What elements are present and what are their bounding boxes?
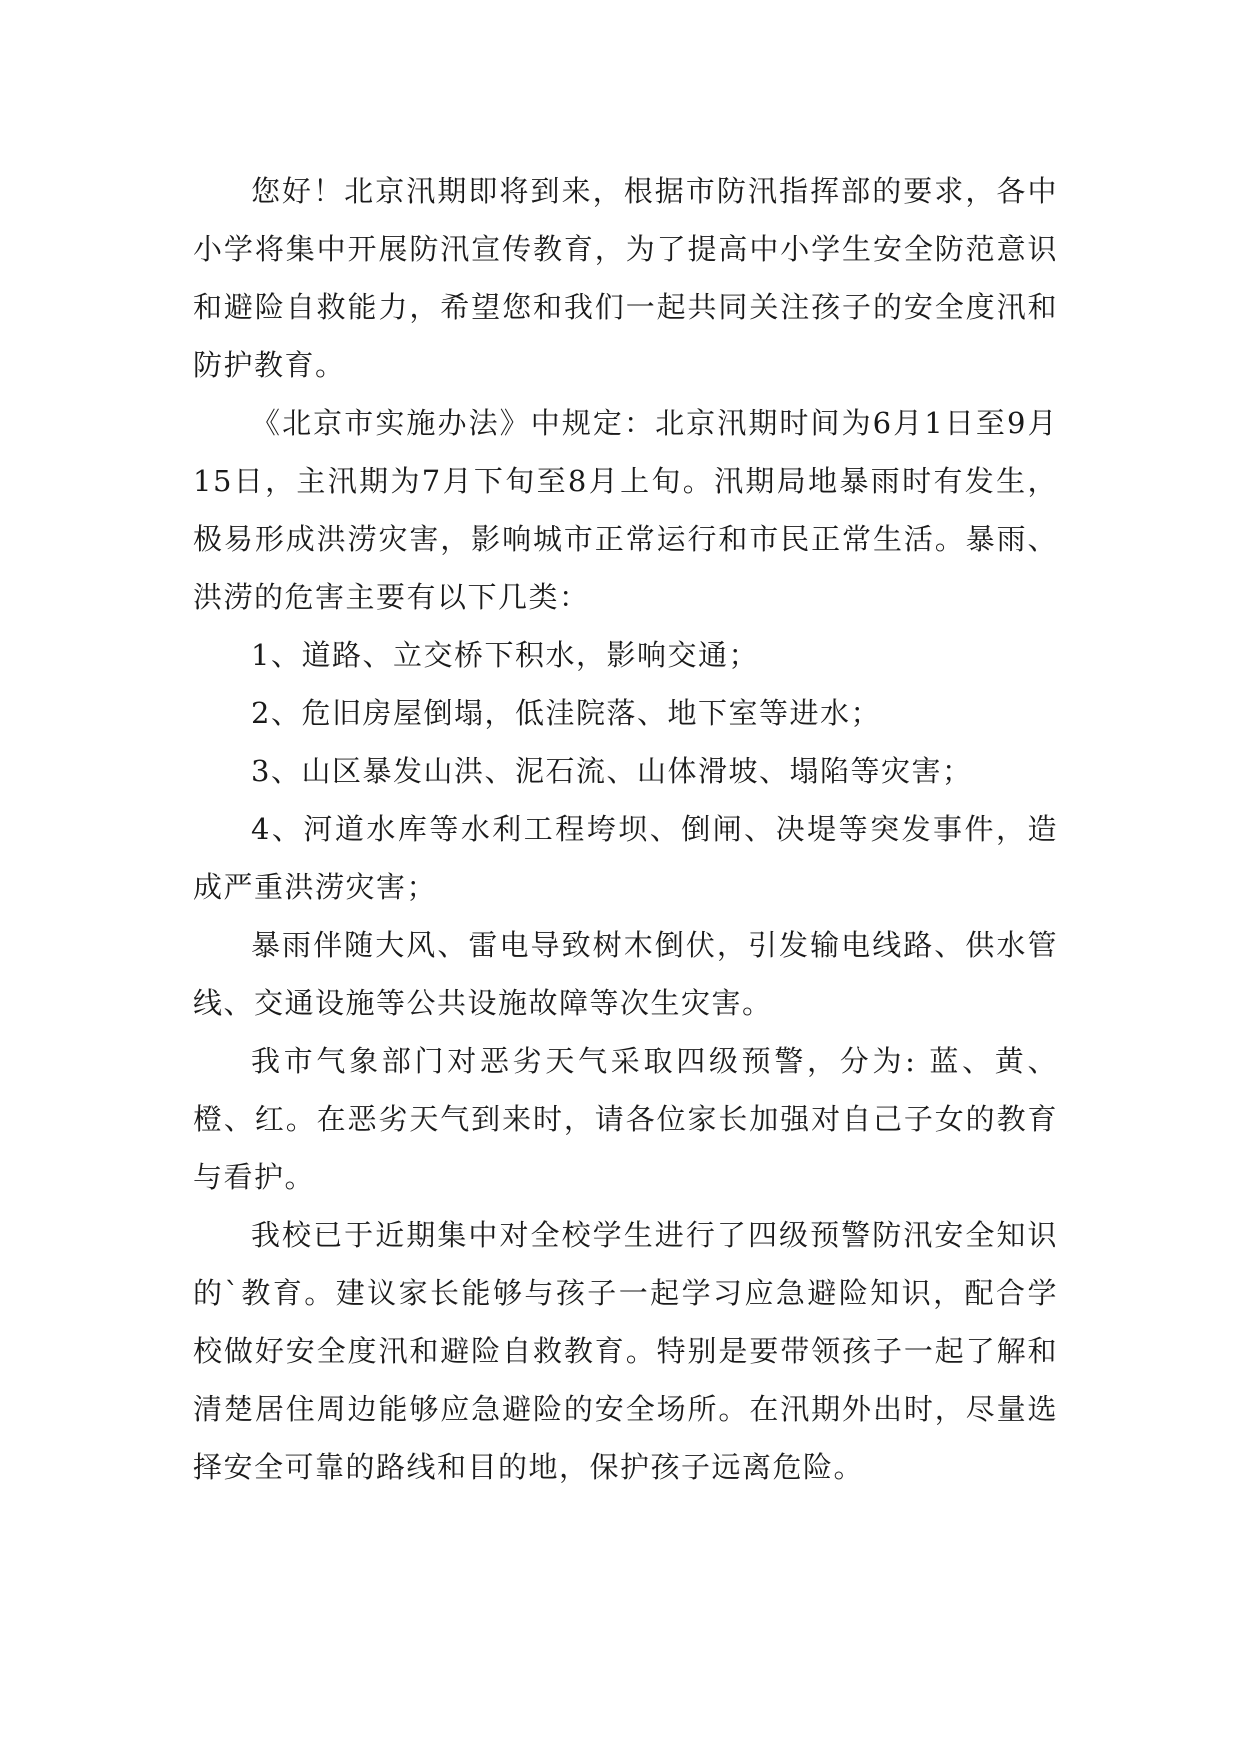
- paragraph-secondary-disasters: 暴雨伴随大风、雷电导致树木倒伏，引发输电线路、供水管线、交通设施等公共设施故障等次生灾害。: [193, 928, 1058, 1020]
- list-item-1: 1、道路、立交桥下积水，影响交通；: [251, 638, 759, 672]
- list-item-2: 2、危旧房屋倒塌，低洼院落、地下室等进水；: [251, 696, 881, 730]
- paragraph-school-education: 我校已于近期集中对全校学生进行了四级预警防汛安全知识的`教育。建议家长能够与孩子一起学习应急避险知识，配合学校做好安全度汛和避险自救教育。特别是要带领孩子一起了解和清楚居住周边能够应急避险的安全场所。在汛期外出时，尽量选择安全可靠的路线和目的地，保护孩子远离危险。: [193, 1218, 1058, 1484]
- list-item-4: 4、河道水库等水利工程垮坝、倒闸、决堤等突发事件，造成严重洪涝灾害；: [193, 812, 1058, 904]
- document-body: [193, 162, 1058, 1496]
- paragraph-regulation: 《北京市实施办法》中规定：北京汛期时间为6月1日至9月15日，主汛期为7月下旬至8月上旬。汛期局地暴雨时有发生，极易形成洪涝灾害，影响城市正常运行和市民正常生活。暴雨、洪涝的危害主要有以下几类：: [193, 406, 1058, 614]
- list-item-3: 3、山区暴发山洪、泥石流、山体滑坡、塌陷等灾害；: [251, 754, 973, 788]
- paragraph-greeting: 您好！北京汛期即将到来，根据市防汛指挥部的要求，各中小学将集中开展防汛宣传教育，为了提高中小学生安全防范意识和避险自救能力，希望您和我们一起共同关注孩子的安全度汛和防护教育。: [193, 174, 1058, 382]
- paragraph-warning-levels: 我市气象部门对恶劣天气采取四级预警，分为: 蓝、黄、橙、红。在恶劣天气到来时，请各位家长加强对自己子女的教育与看护。: [193, 1044, 1058, 1194]
